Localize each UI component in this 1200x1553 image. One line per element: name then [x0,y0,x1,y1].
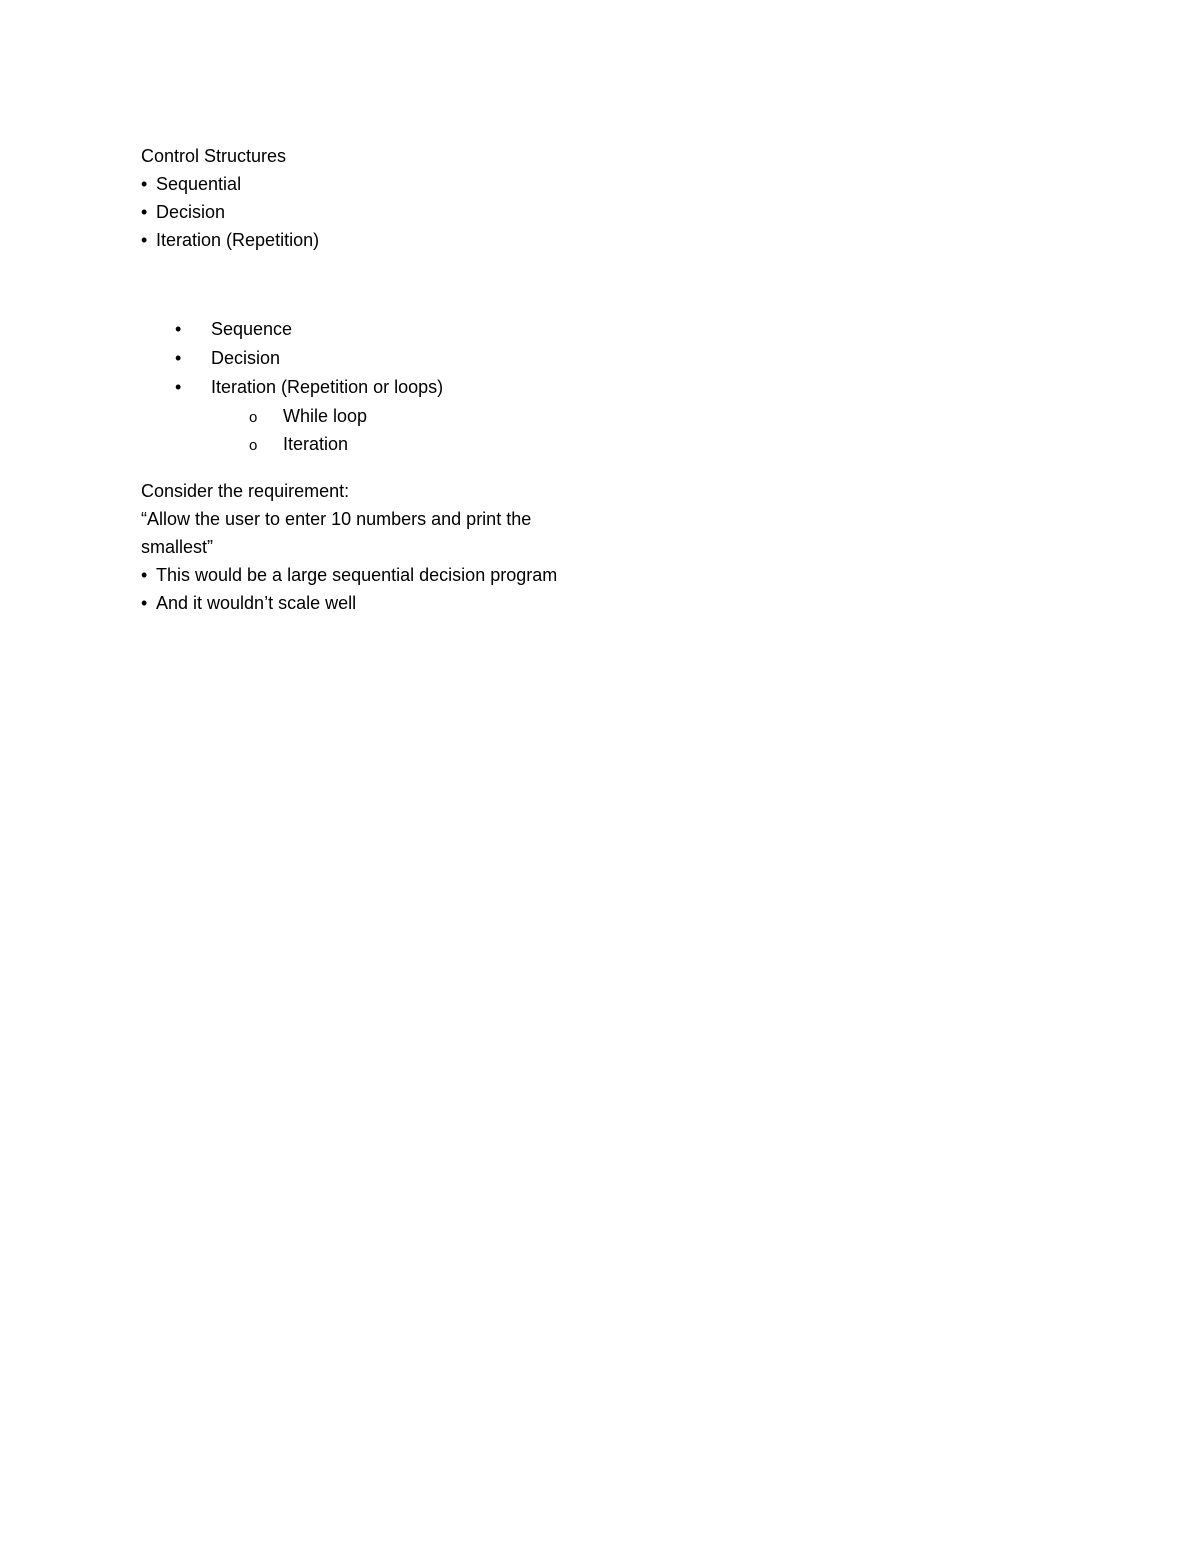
bullet-icon: • [141,593,148,613]
requirement-heading: Consider the requirement: [141,481,350,501]
list-item [141,561,557,589]
list-item [141,170,241,198]
section-title: Control Structures [141,146,287,166]
bullet-icon: • [141,202,148,222]
list-item-text: Decision [156,202,226,222]
requirement-quote-line2: smallest” [141,537,214,557]
list-item-text: This would be a large sequential decision program [156,565,558,585]
list-item-text: Sequential [156,174,242,194]
bullet-icon: • [141,174,148,194]
sub-bullet-icon: o [249,437,258,454]
bullet-icon: • [141,230,148,250]
list-item-text: And it wouldn’t scale well [156,593,357,613]
list-item-sequence: Sequence [211,319,293,339]
bullet-icon: • [175,348,182,368]
bullet-icon: • [175,319,182,339]
list-item-decision: Decision [211,348,281,368]
list-item [141,589,356,617]
bullet-icon: • [141,565,148,585]
sub-item-while-loop: While loop [283,406,368,426]
bullet-icon: • [175,377,182,397]
list-item [141,226,319,254]
requirement-quote-line1: “Allow the user to enter 10 numbers and print the [141,509,532,529]
list-item [141,198,225,226]
list-item-text: Iteration (Repetition) [156,230,320,250]
sub-item-iteration: Iteration [283,434,349,454]
list-item-iteration: Iteration (Repetition or loops) [211,377,444,397]
sub-bullet-icon: o [249,409,258,426]
